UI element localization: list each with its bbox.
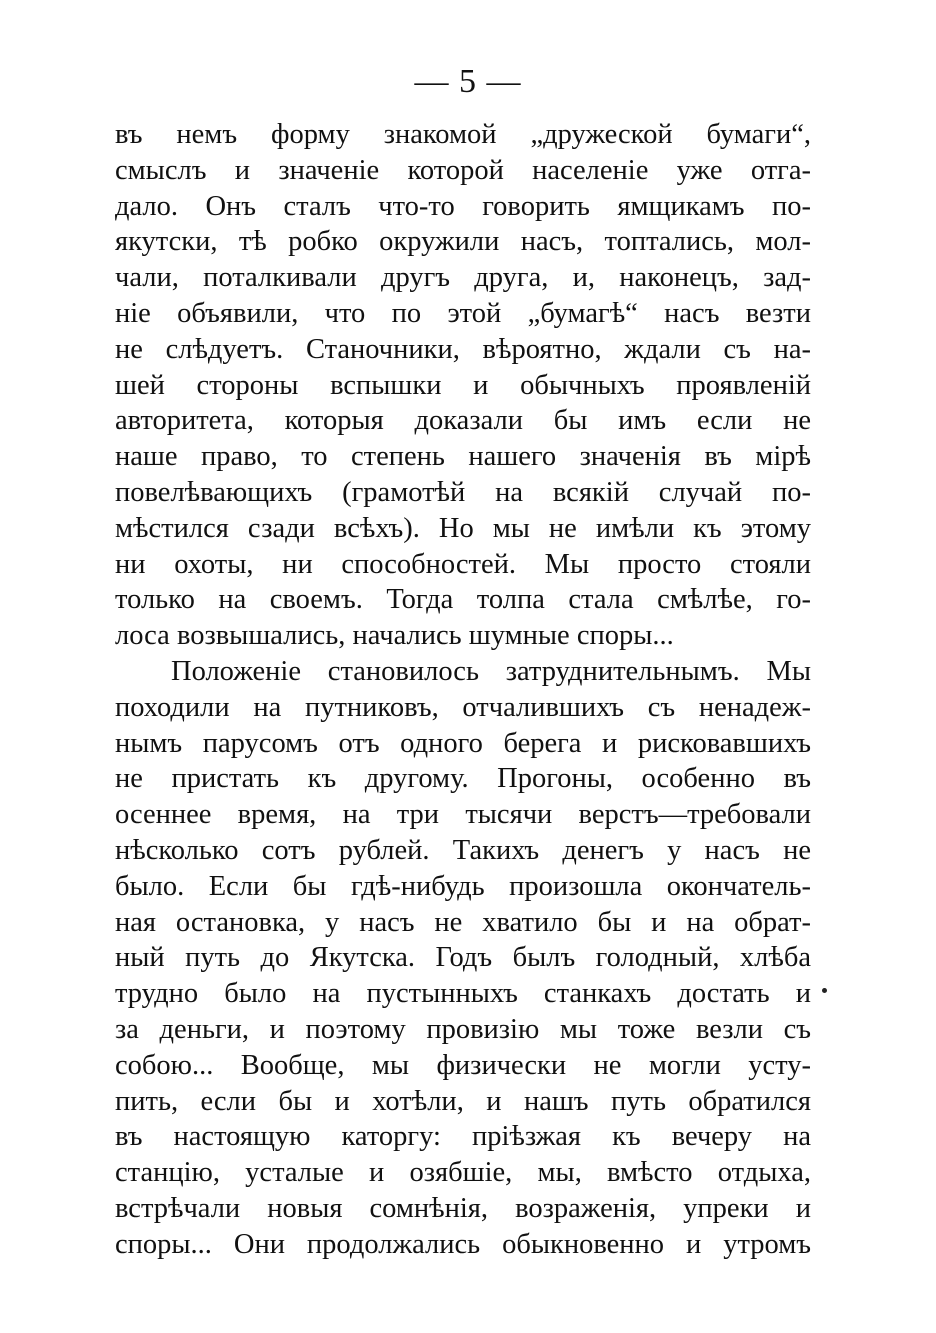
text-line: собою... Вообще, мы физически не могли усту- [115,1049,811,1081]
text-line: станцію, усталые и озябшіе, мы, вмѣсто отдыха, [115,1157,811,1189]
text-line: въ немъ форму знакомой „дружеской бумаги“, [115,119,811,150]
text-line: не пристать къ другому. Прогоны, особенно въ [115,763,811,795]
text-line: ная остановка, у насъ не хватило бы и на обрат- [115,906,811,938]
text-line: не слѣдуетъ. Станочники, вѣроятно, ждали съ на- [115,333,811,365]
page-number: — 5 — [414,63,522,100]
text-line: походили на путниковъ, отчалившихъ съ ненадеж- [115,691,811,723]
paragraph-2 [115,654,811,1263]
ink-speck [822,988,827,993]
text-line: Положеніе становилось затруднительнымъ. Мы [171,655,811,687]
text-line: было. Если бы гдѣ-нибудь произошла окончатель- [115,870,811,902]
text-line: лоса возвышались, начались шумные споры... [115,620,674,652]
text-line: повелѣвающихъ (грамотѣй на всякій случай по- [115,476,811,508]
text-line: наше право, то степень нашего значенія въ мірѣ [115,441,811,473]
body-text [115,117,811,1263]
text-line: мѣстился сзади всѣхъ). Но мы не имѣли къ этому [115,512,811,544]
text-line: чали, поталкивали другъ друга, и, наконецъ, зад- [115,262,811,294]
text-line: дало. Онъ сталъ что-то говорить ямщикамъ по- [115,190,811,222]
text-line: осеннее время, на три тысячи верстъ—требовали [115,799,811,831]
text-line: трудно было на пустынныхъ станкахъ достать и [115,978,811,1010]
text-line: нѣсколько сотъ рублей. Такихъ денегъ у насъ не [115,834,811,866]
text-line: якутски, тѣ робко окружили насъ, топтались, мол- [115,226,811,258]
text-line: авторитета, которыя доказали бы имъ если не [115,405,811,437]
text-line: въ настоящую каторгу: пріѣзжая къ вечеру на [115,1121,811,1153]
text-line: нымъ парусомъ отъ одного берега и рисковавшихъ [115,727,811,759]
text-line: ный путь до Якутска. Годъ былъ голодный, хлѣба [115,942,811,974]
text-line: ни охоты, ни способностей. Мы просто стояли [115,548,811,580]
text-line: встрѣчали новыя сомнѣнія, возраженія, упреки и [115,1192,811,1224]
text-line: смыслъ и значеніе которой населеніе уже отга- [115,154,811,186]
text-line: споры... Они продолжались обыкновенно и утромъ [115,1228,811,1260]
paragraph-1 [115,117,811,654]
text-line: только на своемъ. Тогда толпа стала смѣлѣе, го- [115,584,811,616]
text-line: за деньги, и поэтому провизію мы тоже везли съ [115,1013,811,1045]
text-line: шей стороны вспышки и обычныхъ проявленій [115,369,811,401]
text-line: ніе объявили, что по этой „бумагѣ“ насъ везти [115,297,811,329]
text-line: пить, если бы и хотѣли, и нашъ путь обратился [115,1085,811,1117]
